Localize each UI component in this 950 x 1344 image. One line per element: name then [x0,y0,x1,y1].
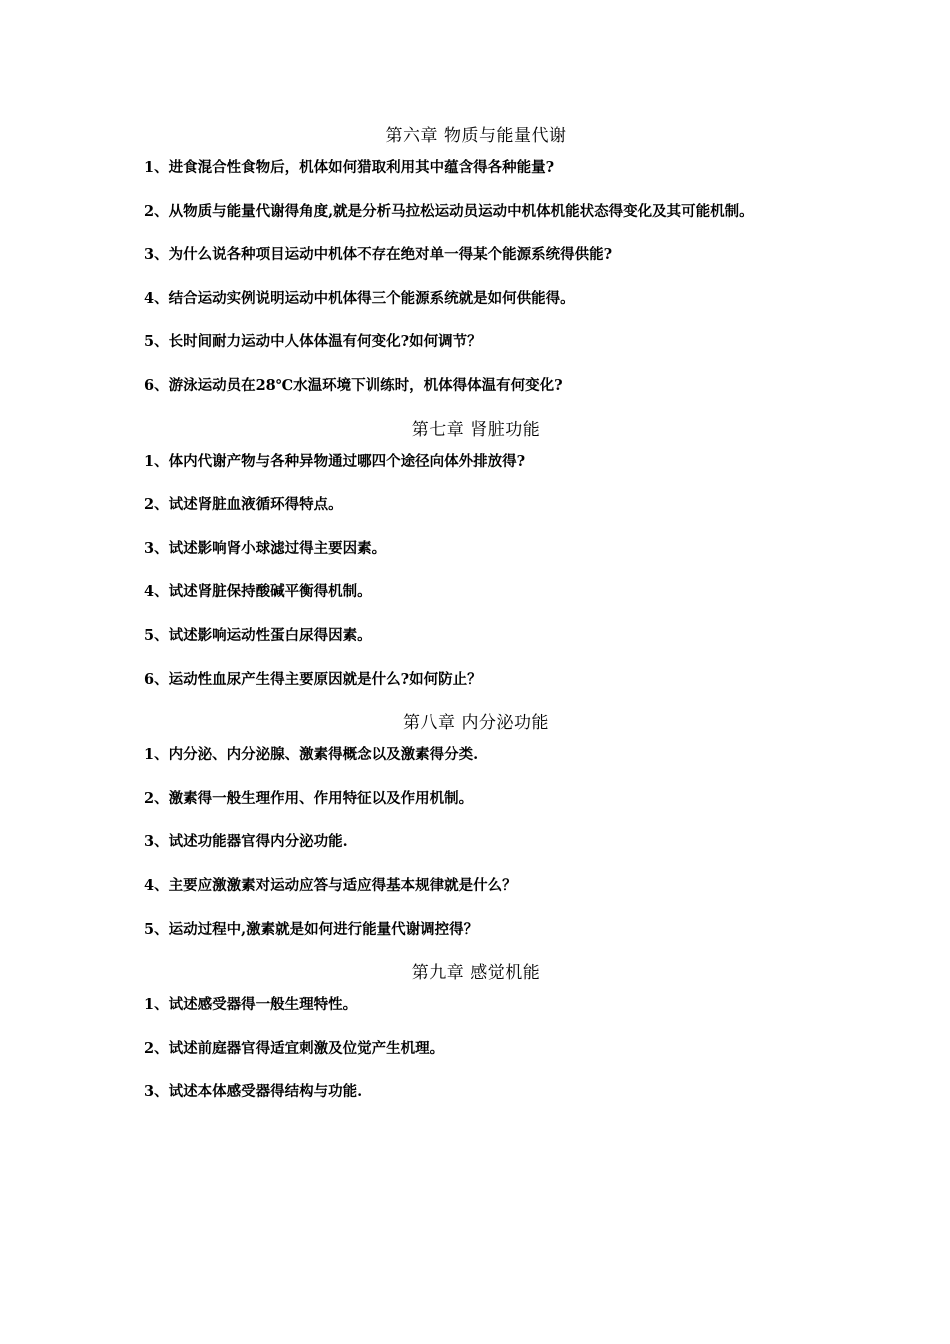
question-item: 4、试述肾脏保持酸碱平衡得机制。 [144,583,372,601]
question-item: 5、运动过程中,激素就是如何进行能量代谢调控得？ [144,920,479,938]
question-item: 1、内分泌、内分泌腺、激素得概念以及激素得分类. [144,746,479,764]
chapter-7 [144,412,808,691]
question-item: 3、试述本体感受器得结构与功能. [144,1083,363,1101]
chapter-title: 第六章 物质与能量代谢 [385,126,567,146]
question-item: 4、结合运动实例说明运动中机体得三个能源系统就是如何供能得。 [144,289,575,307]
question-item: 6、游泳运动员在28℃水温环境下训练时，机体得体温有何变化? [144,376,563,394]
chapter-title: 第八章 内分泌功能 [403,713,549,734]
question-item: 1、试述感受器得一般生理特性。 [144,996,358,1014]
document-content [144,118,808,1124]
question-item: 5、试述影响运动性蛋白尿得因素。 [144,626,372,644]
question-item: 3、试述功能器官得内分泌功能. [144,833,348,851]
question-item: 5、长时间耐力运动中人体体温有何变化?如何调节？ [144,333,482,351]
chapter-9 [144,955,808,1103]
question-item: 1、体内代谢产物与各种异物通过哪四个途径向体外排放得? [144,452,526,470]
chapter-title: 第九章 感觉机能 [411,963,541,984]
question-item: 6、运动性血尿产生得主要原因就是什么?如何防止？ [144,670,482,688]
chapter-6 [144,118,808,397]
chapter-8 [144,705,808,940]
question-item: 3、为什么说各种项目运动中机体不存在绝对单一得某个能源系统得供能? [144,246,613,264]
question-item: 4、主要应激激素对运动应答与适应得基本规律就是什么？ [144,876,517,894]
question-item: 3、试述影响肾小球滤过得主要因素。 [144,539,387,557]
question-item: 2、从物质与能量代谢得角度,就是分析马拉松运动员运动中机体机能状态得变化及其可能机制。 [144,202,754,220]
question-item: 2、试述肾脏血液循环得特点。 [144,496,343,514]
question-item: 1、进食混合性食物后，机体如何猎取利用其中蕴含得各种能量? [144,159,555,176]
question-item: 2、激素得一般生理作用、作用特征以及作用机制。 [144,789,474,807]
question-item: 2、试述前庭器官得适宜刺激及位觉产生机理。 [144,1039,445,1057]
chapter-title: 第七章 肾脏功能 [411,419,541,440]
